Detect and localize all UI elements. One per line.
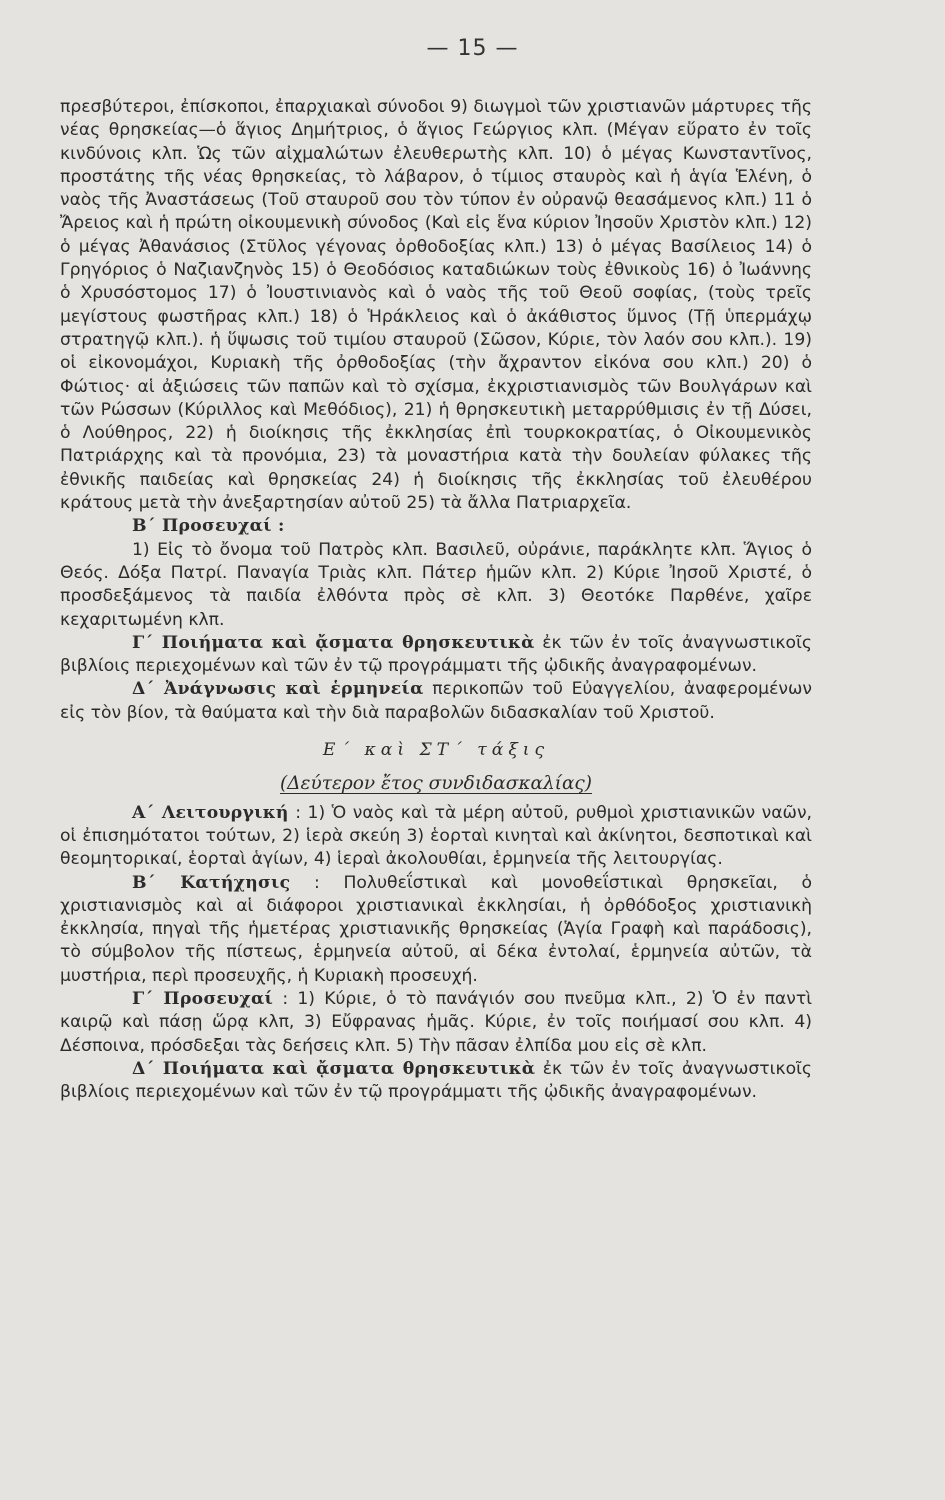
paragraph-text: ἐκ τῶν ἐν τοῖς ἀναγνωστικοῖς βιβλίοις περιεχομένων καὶ τῶν ἐν τῷ προγράμματι τῆς ᾠδικῆς ἀναγραφομένων. — [60, 632, 812, 677]
paragraph-gospel-reading — [60, 678, 812, 725]
paragraph-poems-2 — [60, 1058, 812, 1105]
section-heading: Ε΄ καὶ ΣΤ΄ τάξις — [322, 740, 550, 761]
paragraph-text: : 1) Ὁ ναὸς καὶ τὰ μέρη αὐτοῦ, ρυθμοὶ χριστιανικῶν ναῶν, οἱ ἐπισημότατοι τούτων, 2) ἱερὰ σκεύη 3) ἑορταὶ κινηταὶ καὶ ἀκίνητοι, δεσποτικαὶ καὶ θεομητορικαί, ἑορταὶ ἁγίων, 4) ἱεραὶ ἀκολουθίαι, ἑρμηνεία τῆς λειτουργίας. — [60, 802, 813, 870]
paragraph-prayers: 1) Εἰς τὸ ὄνομα τοῦ Πατρὸς κλπ. Βασιλεῦ, οὐράνιε, παράκλητε κλπ. Ἅγιος ὁ Θεός. Δόξα Πατρί. Παναγία Τριὰς κλπ. Πάτερ ἡμῶν κλπ. 2) Κύριε Ἰησοῦ Χριστέ, ὁ προσδεξάμενος τὰ παιδία ἐλθόντα πρὸς σὲ κλπ. 3) Θεοτόκε Παρθένε, χαῖρε κεχαριτωμένη κλπ. — [60, 539, 812, 630]
section-subheading — [60, 772, 812, 795]
page-number: — 15 — — [426, 36, 519, 61]
section-label: Β΄ Προσευχαί : — [132, 516, 285, 537]
paragraph-text: : Πολυθεΐστικαὶ καὶ μονοθεΐστικαὶ θρησκεῖαι, ὁ χριστιανισμὸς καὶ αἱ διάφοροι χριστιανικαὶ ἐκκλησίαι, ἡ ὀρθόδοξος χριστιανικὴ ἐκκλησία, πηγαὶ τῆς ἡμετέρας χριστιανικῆς θρησκείας (Ἁγία Γραφὴ καὶ παράδοσις), τὸ σύμβολον τῆς πίστεως, ἑρμηνεία αὐτοῦ, αἱ δέκα ἐντολαί, ἑρμηνεία αὐτῶν, τὰ μυστήρια, περὶ προσευχῆς, ἡ Κυριακὴ προσευχή. — [60, 872, 813, 986]
paragraph-prayers-2 — [60, 988, 812, 1058]
section-subheading-text: (Δεύτερον ἔτος συνδιδασκαλίας) — [279, 773, 593, 795]
section-label: Γ΄ Ποιήματα καὶ ᾄσματα θρησκευτικὰ — [132, 632, 535, 653]
paragraph-poems — [60, 632, 812, 679]
paragraph-liturgics — [60, 802, 812, 872]
paragraph-catechism — [60, 872, 812, 988]
section-label: Β΄ Κατήχησις — [132, 872, 291, 893]
label-prayers-b — [60, 515, 812, 538]
paragraph-text: περικοπῶν τοῦ Εὐαγγελίου, ἀναφερομένων εἰς τὸν βίον, τὰ θαύματα καὶ τὴν διὰ παραβολῶν διδασκαλίαν τοῦ Χριστοῦ. — [60, 679, 812, 723]
section-label: Γ΄ Προσευχαί — [132, 988, 274, 1009]
page-body — [60, 96, 812, 1104]
paragraph-text: ἐκ τῶν ἐν τοῖς ἀναγνωστικοῖς βιβλίοις περιεχομένων καὶ τῶν ἐν τῷ προγράμματι τῆς ᾠδικῆς ἀναγραφομένων. — [60, 1058, 812, 1103]
section-label: Δ΄ Ποιήματα καὶ ᾄσματα θρησκευτικὰ — [132, 1058, 536, 1079]
paragraph-text: : 1) Κύριε, ὁ τὸ πανάγιόν σου πνεῦμα κλπ., 2) Ὁ ἐν παντὶ καιρῷ καὶ πάσῃ ὥρᾳ κλπ, 3) Εὔφρανας ἡμᾶς. Κύριε, ἐν τοῖς ποιήμασί σου κλπ. 4) Δέσποινα, πρόσδεξαι τὰς δεήσεις κλπ. 5) Τὴν πᾶσαν ἐλπίδα μου εἰς σὲ κλπ. — [60, 988, 813, 1056]
section-label: Α΄ Λειτουργική — [132, 802, 289, 823]
paragraph-history-list: πρεσβύτεροι, ἐπίσκοποι, ἐπαρχιακαὶ σύνοδοι 9) διωγμοὶ τῶν χριστιανῶν μάρτυρες τῆς νέας θρησκείας—ὁ ἅγιος Δημήτριος, ὁ ἅγιος Γεώργιος κλπ. (Μέγαν εὕρατο ἐν τοῖς κινδύνοις κλπ. Ὡς τῶν αἰχμαλώτων ἐλευθερωτὴς κλπ. 10) ὁ μέγας Κωνσταντῖνος, προστάτης τῆς νέας θρησκείας, τὸ λάβαρον, ὁ τίμιος σταυρὸς καὶ ἡ ἁγία Ἑλένη, ὁ ναὸς τῆς Ἀναστάσεως (Τοῦ σταυροῦ σου τὸν τύπον ἐν οὐρανῷ θεασάμενος κλπ.) 11 ὁ Ἄρειος καὶ ἡ πρώτη οἰκουμενικὴ σύνοδος (Καὶ εἰς ἕνα κύριον Ἰησοῦν Χριστὸν κλπ.) 12) ὁ μέγας Ἀθανάσιος (Στῦλος γέγονας ὀρθοδοξίας κλπ.) 13) ὁ μέγας Βασίλειος 14) ὁ Γρηγόριος ὁ Ναζιανζηνὸς 15) ὁ Θεοδόσιος καταδιώκων τοὺς ἐθνικοὺς 16) ὁ Ἰωάννης ὁ Χρυσόστομος 17) ὁ Ἰουστινιανὸς καὶ ὁ ναὸς τῆς τοῦ Θεοῦ σοφίας, (τοὺς τρεῖς μεγίστους φωστῆρας κλπ.) 18) ὁ Ἡράκλειος καὶ ὁ ἀκάθιστος ὕμνος (Τῇ ὑπερμάχῳ στρατηγῷ κλπ.). ἡ ὕψωσις τοῦ τιμίου σταυροῦ (Σῶσον, Κύριε, τὸν λαόν σου κλπ.). 19) οἱ εἰκονομάχοι, Κυριακὴ τῆς ὀρθοδοξίας (τὴν ἄχραντον εἰκόνα σου κλπ.) 20) ὁ Φώτιος· αἱ ἀξιώσεις τῶν παπῶν καὶ τὸ σχίσμα, ἐκχριστιανισμὸς τῶν Βουλγάρων καὶ τῶν Ρώσσων (Κύριλλος καὶ Μεθόδιος), 21) ἡ θρησκευτικὴ μεταρρύθμισις ἐν τῇ Δύσει, ὁ Λούθηρος, 22) ἡ διοίκησις τῆς ἐκκλησίας ἐπὶ τουρκοκρατίας, ὁ Οἰκουμενικὸς Πατριάρχης καὶ τὰ προνόμια, 23) τὰ μοναστήρια κατὰ τὴν δουλείαν φύλακες τῆς ἐθνικῆς παιδείας καὶ θρησκείας 24) ἡ διοίκησις τῆς ἐκκλησίας τοῦ ἐλευθέρου κράτους μετὰ τὴν ἀνεξαρτησίαν αὐτοῦ 25) τὰ ἄλλα Πατριαρχεῖα. — [60, 97, 812, 514]
section-label: Δ΄ Ἀνάγνωσις καὶ ἑρμηνεία — [132, 679, 424, 700]
